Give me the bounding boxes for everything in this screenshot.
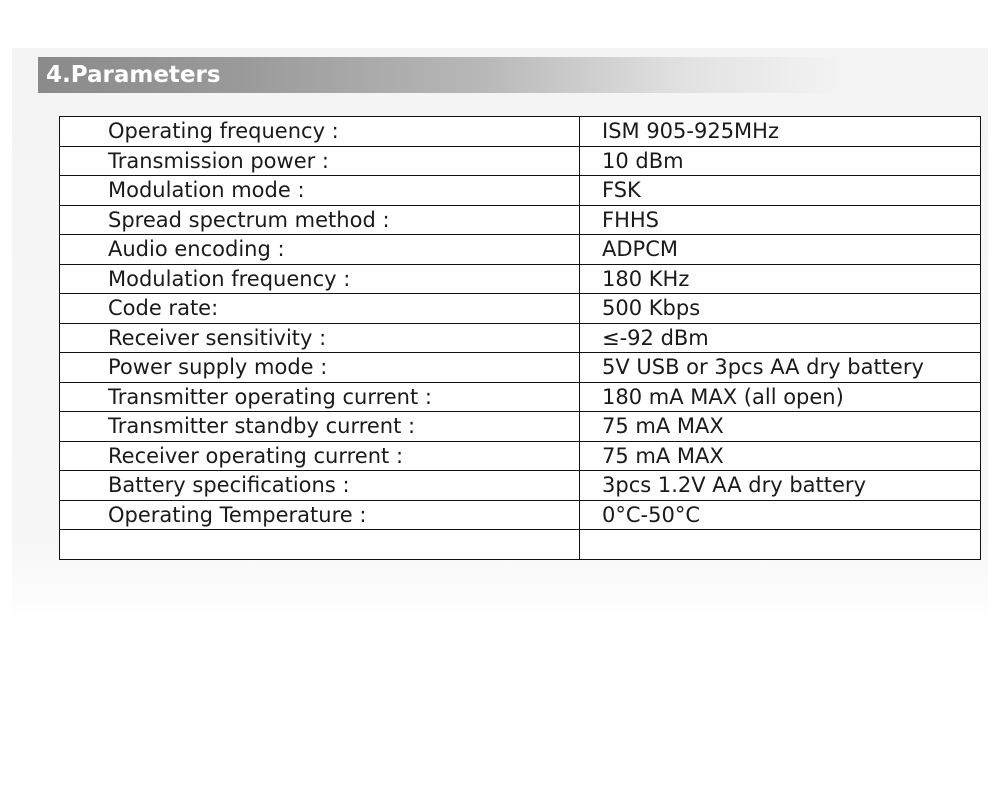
- parameter-value: ISM 905-925MHz: [580, 117, 981, 147]
- table-row-empty: [60, 530, 981, 560]
- parameter-value: 75 mA MAX: [580, 441, 981, 471]
- parameter-value: FHHS: [580, 205, 981, 235]
- table-row: [60, 205, 981, 235]
- section-header-bar: [38, 57, 848, 93]
- parameter-label: Receiver operating current :: [60, 441, 580, 471]
- parameter-label: Modulation frequency :: [60, 264, 580, 294]
- table-row: [60, 264, 981, 294]
- parameters-table: [59, 116, 981, 560]
- parameter-label: Transmission power :: [60, 146, 580, 176]
- table-row: [60, 146, 981, 176]
- table-row: [60, 176, 981, 206]
- table-row: [60, 441, 981, 471]
- parameter-value: 10 dBm: [580, 146, 981, 176]
- parameter-label: Modulation mode :: [60, 176, 580, 206]
- parameter-value: ≤-92 dBm: [580, 323, 981, 353]
- parameter-label: Operating frequency :: [60, 117, 580, 147]
- parameter-value: 3pcs 1.2V AA dry battery: [580, 471, 981, 501]
- parameter-label: Audio encoding :: [60, 235, 580, 265]
- parameter-value: FSK: [580, 176, 981, 206]
- parameter-label: Battery specifications :: [60, 471, 580, 501]
- parameter-value: 500 Kbps: [580, 294, 981, 324]
- table-row: [60, 382, 981, 412]
- table-row: [60, 471, 981, 501]
- table-row: [60, 117, 981, 147]
- table-row: [60, 323, 981, 353]
- section-title: 4.Parameters: [46, 62, 221, 88]
- parameter-label: [60, 530, 580, 560]
- parameter-label: Spread spectrum method :: [60, 205, 580, 235]
- parameter-value: ADPCM: [580, 235, 981, 265]
- parameter-value: 180 mA MAX (all open): [580, 382, 981, 412]
- parameter-label: Operating Temperature :: [60, 500, 580, 530]
- parameter-label: Receiver sensitivity :: [60, 323, 580, 353]
- parameter-value: [580, 530, 981, 560]
- parameter-label: Transmitter standby current :: [60, 412, 580, 442]
- table-row: [60, 412, 981, 442]
- table-row: [60, 235, 981, 265]
- parameter-value: 5V USB or 3pcs AA dry battery: [580, 353, 981, 383]
- table-row: [60, 294, 981, 324]
- parameter-value: 180 KHz: [580, 264, 981, 294]
- parameter-value: 75 mA MAX: [580, 412, 981, 442]
- parameter-value: 0°C-50°C: [580, 500, 981, 530]
- parameter-label: Power supply mode :: [60, 353, 580, 383]
- table-row: [60, 500, 981, 530]
- table-row: [60, 353, 981, 383]
- parameter-label: Transmitter operating current :: [60, 382, 580, 412]
- parameter-label: Code rate:: [60, 294, 580, 324]
